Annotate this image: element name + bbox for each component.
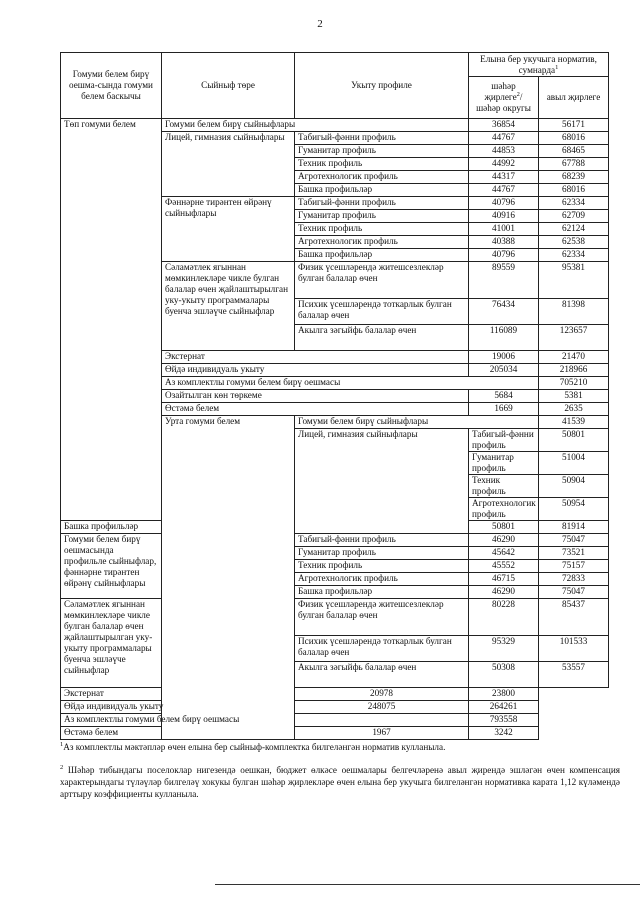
- value-urban: 46290: [469, 534, 539, 547]
- value-rural: 62334: [539, 249, 609, 262]
- class-lyceum: Лицей, гимназия сыйныфлары: [162, 132, 295, 197]
- profile-phys: Физик үсешләрендә житешсезлекләр булган балалар өчен: [295, 599, 469, 636]
- value-rural: 75157: [539, 560, 609, 573]
- value-urban: 89559: [469, 262, 539, 299]
- profile-nat: Табигый-фәнни профиль: [295, 197, 469, 210]
- footnote-2: $^2$ Шәһәр тибындагы поселоклар нигезендә оешкан, бюджет өлкәсе оешмалары белгечләренә авыл җирендә эшләгән өчен компенсация характерындагы түләүләр билгеләү хокукы булган шәһәр җирлекләре өчен елына бер укучыга билгеләнгән нормативка карата 1,12 күләмендә арттыру коэффициенты кулланыла.: [60, 763, 620, 799]
- profile-agro: Агротехнологик профиль: [295, 171, 469, 184]
- header-urban: шәһәр җирлеге$^2$/ шәһәр округы: [469, 77, 539, 119]
- class-external: Экстернат: [162, 351, 469, 364]
- class-extra: Өстәмә белем: [162, 403, 469, 416]
- value-rural: 72833: [539, 573, 609, 586]
- profile-nat: Табигый-фәнни профиль: [295, 534, 469, 547]
- value-urban: 40388: [469, 236, 539, 249]
- class-home: Өйдә индивидуаль укыту: [61, 701, 295, 714]
- profile-tech: Техник профиль: [295, 560, 469, 573]
- value-rural: 3242: [469, 727, 539, 740]
- profile-other: Башка профильләр: [295, 586, 469, 599]
- value-rural: 23800: [469, 688, 539, 701]
- value-urban: 1967: [295, 727, 469, 740]
- value-rural: 793558: [469, 714, 539, 727]
- value-rural: 68016: [539, 184, 609, 197]
- value-urban: 50801: [469, 521, 539, 534]
- profile-hum: Гуманитар профиль: [295, 145, 469, 158]
- profile-other: Башка профильләр: [61, 521, 162, 534]
- class-health: Сәламәтлек ягыннан мөмкинлекләре чикле булган балалар өчен җайлаштырылган уку-укыту программалары буенча эшләүче сыйныфлар: [61, 599, 162, 688]
- value-rural: 75047: [539, 586, 609, 599]
- value-rural: 2635: [539, 403, 609, 416]
- value-rural: 62124: [539, 223, 609, 236]
- header-profile: Укыту профиле: [295, 53, 469, 119]
- value-rural: 123657: [539, 325, 609, 351]
- value-urban: 45552: [469, 560, 539, 573]
- value-rural: 67788: [539, 158, 609, 171]
- value-urban: 76434: [469, 299, 539, 325]
- profile-other: Башка профильләр: [295, 184, 469, 197]
- profile-agro: Агротехнологик профиль: [295, 573, 469, 586]
- value-rural: 21470: [539, 351, 609, 364]
- class-profile-deep: Гомуми белем бирү оешмасында профильле сыйныфлар, фәннәрне тирәнтен өйрәнү сыйныфлары: [61, 534, 162, 599]
- value-urban: 40916: [469, 210, 539, 223]
- bottom-rule: [215, 884, 640, 885]
- class-compensatory: Озайтылган көн төркеме: [162, 390, 469, 403]
- value-rural: 53557: [539, 662, 609, 688]
- header-class: Сыйныф төре: [162, 53, 295, 119]
- value-urban: 44992: [469, 158, 539, 171]
- value-urban: 45642: [469, 547, 539, 560]
- class-health: Сәламәтлек ягыннан мөмкинлекләре чикле булган балалар өчен җайлаштырылган уку-укыту программалары буенча эшләүче сыйныфлар: [162, 262, 295, 351]
- value-urban: 44767: [469, 184, 539, 197]
- value-rural: 705210: [539, 377, 609, 390]
- level-secondary: Урта гомуми белем: [162, 416, 295, 740]
- value-urban: 41539: [539, 416, 609, 429]
- value-rural: 81398: [539, 299, 609, 325]
- value-rural: 95381: [539, 262, 609, 299]
- value-urban: 50904: [539, 475, 609, 498]
- profile-tech: Техник профиль: [295, 223, 469, 236]
- profile-hum: Гуманитар профиль: [295, 210, 469, 223]
- value-urban: 40796: [469, 249, 539, 262]
- profile-psych: Психик үсешләрендә тоткарлык булган балалар өчен: [295, 299, 469, 325]
- value-urban: 44767: [469, 132, 539, 145]
- footnote-1: $^1$Аз комплектлы мәктәпләр өчен елына бер сыйныф-комплектка билгеләнгән норматив кулланыла.: [60, 740, 446, 752]
- profile-mental: Акылга зәгыйфь балалар өчен: [295, 662, 469, 688]
- value-rural: 75047: [539, 534, 609, 547]
- value-rural: 5381: [539, 390, 609, 403]
- value-urban: 50954: [539, 498, 609, 521]
- profile-agro: Агротехнологик профиль: [469, 498, 539, 521]
- header-level: Гомуми белем бирү оешма-сында гомуми белем баскычы: [61, 53, 162, 119]
- value-rural: 56171: [539, 119, 609, 132]
- value-urban: 51004: [539, 452, 609, 475]
- value-urban: 248075: [295, 701, 469, 714]
- value-urban: 44317: [469, 171, 539, 184]
- value-rural: 68016: [539, 132, 609, 145]
- value-rural: 68465: [539, 145, 609, 158]
- value-urban: 19006: [469, 351, 539, 364]
- value-urban: 5684: [469, 390, 539, 403]
- value-rural: 218966: [539, 364, 609, 377]
- class-extra: Өстәмә белем: [61, 727, 295, 740]
- value-urban: 46290: [469, 586, 539, 599]
- profile-nat: Табигый-фәнни профиль: [295, 132, 469, 145]
- profile-agro: Агротехнологик профиль: [295, 236, 469, 249]
- table-body: [61, 119, 609, 740]
- value-urban: 1669: [469, 403, 539, 416]
- value-urban: 50801: [539, 429, 609, 452]
- value-rural: 264261: [469, 701, 539, 714]
- class-external: Экстернат: [61, 688, 295, 701]
- value-urban: 20978: [295, 688, 469, 701]
- value-rural: 62709: [539, 210, 609, 223]
- value-urban: 116089: [469, 325, 539, 351]
- page-number: 2: [317, 18, 323, 30]
- value-rural: 68239: [539, 171, 609, 184]
- profile-tech: Техник профиль: [295, 158, 469, 171]
- class-home: Өйдә индивидуаль укыту: [162, 364, 469, 377]
- value-urban: 46715: [469, 573, 539, 586]
- profile-hum: Гуманитар профиль: [295, 547, 469, 560]
- profile-mental: Акылга зәгыйфь балалар өчен: [295, 325, 469, 351]
- value-urban: 41001: [469, 223, 539, 236]
- profile-hum: Гуманитар профиль: [469, 452, 539, 475]
- class-lyceum: Лицей, гимназия сыйныфлары: [295, 429, 469, 534]
- value-urban: 205034: [469, 364, 539, 377]
- level-basic: Төп гомуми белем: [61, 119, 162, 521]
- profile-tech: Техник профиль: [469, 475, 539, 498]
- value-rural: 73521: [539, 547, 609, 560]
- header-norm: Елына бер укучыга норматив, сумнарда$^1$: [469, 53, 609, 77]
- class-deep: Фәннәрне тирәнтен өйрәнү сыйныфлары: [162, 197, 295, 262]
- class-general: Гомуми белем бирү сыйныфлары: [295, 416, 539, 429]
- value-urban: 80228: [469, 599, 539, 636]
- value-urban: 44853: [469, 145, 539, 158]
- class-incomplete: Аз комплектлы гомуми белем бирү оешмасы: [162, 377, 539, 390]
- norms-table: [60, 52, 609, 740]
- value-rural: 101533: [539, 636, 609, 662]
- profile-other: Башка профильләр: [295, 249, 469, 262]
- value-urban: 95329: [469, 636, 539, 662]
- profile-psych: Психик үсешләрендә тоткарлык булган балалар өчен: [295, 636, 469, 662]
- value-rural: 62334: [539, 197, 609, 210]
- value-urban: 36854: [469, 119, 539, 132]
- value-rural: 81914: [539, 521, 609, 534]
- profile-nat: Табигый-фәнни профиль: [469, 429, 539, 452]
- value-urban: 40796: [469, 197, 539, 210]
- class-incomplete: Аз комплектлы гомуми белем бирү оешмасы: [61, 714, 469, 727]
- profile-phys: Физик үсешләрендә житешсезлекләр булган балалар өчен: [295, 262, 469, 299]
- header-rural: авыл җирлеге: [539, 77, 609, 119]
- class-general: Гомуми белем бирү сыйныфлары: [162, 119, 469, 132]
- value-rural: 62538: [539, 236, 609, 249]
- value-rural: 85437: [539, 599, 609, 636]
- value-urban: 50308: [469, 662, 539, 688]
